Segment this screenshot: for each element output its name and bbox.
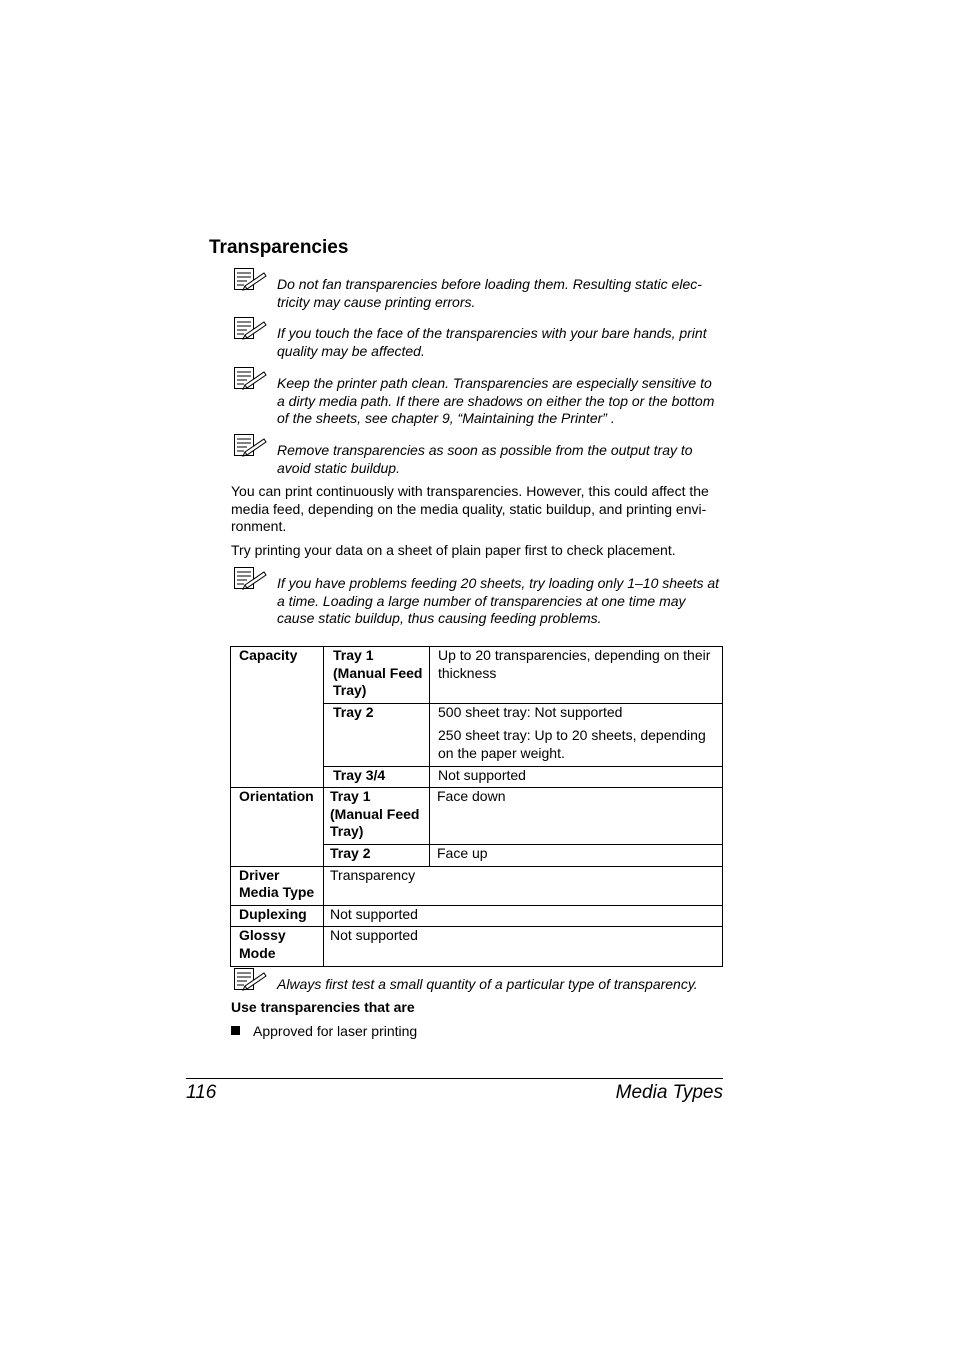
table-cell: Not supported [324,905,723,927]
cell-text: 500 sheet tray: Not supported [438,703,623,720]
transparency-spec-table [230,646,723,967]
body-paragraph: Try printing your data on a sheet of plain paper first to check placement. [231,542,676,558]
note-pencil-icon [233,433,267,457]
table-row [231,905,723,927]
body-paragraph: You can print continuously with transparencies. However, this could affect the media feed, depending on the media quality, static buildup, and printing envi-ronment. [231,483,709,535]
note-pencil-icon [233,316,267,340]
row-label-orientation: Orientation [231,788,324,866]
note-pencil-icon [233,366,267,390]
tray-label: Tray 2 [324,844,430,866]
table-cell: Face down [430,788,723,845]
use-list-heading: Use transparencies that are [231,999,415,1015]
page-number: 116 [186,1082,217,1103]
row-label-glossy-mode: Glossy Mode [231,927,324,966]
table-cell [430,703,723,766]
row-label-duplexing: Duplexing [231,905,324,927]
note-text: Do not fan transparencies before loading them. Resulting static elec-tricity may cause printing errors. [277,276,702,310]
note-text: Always first test a small quantity of a particular type of transparency. [277,976,698,992]
footer-divider [186,1078,723,1079]
table-cell: Up to 20 transparencies, depending on their thickness [430,647,723,704]
note-text: Remove transparencies as soon as possible from the output tray to avoid static buildup. [277,442,693,476]
table-row [231,866,723,905]
list-item-text: Approved for laser printing [253,1023,418,1039]
note-pencil-icon [233,267,267,291]
note-text: If you touch the face of the transparencies with your bare hands, print quality may be affected. [277,325,707,359]
tray-label: Tray 3/4 [324,766,430,788]
note-pencil-icon [233,566,267,590]
table-cell: Face up [430,844,723,866]
table-row [231,788,723,845]
chapter-title: Media Types [615,1082,723,1103]
table-row [231,647,723,704]
table-cell: Not supported [430,766,723,788]
tray-label: Tray 2 [324,703,430,766]
row-label-capacity: Capacity [231,647,324,788]
bullet-square-icon [231,1026,240,1035]
table-row [231,927,723,966]
tray-label: Tray 1 (Manual Feed Tray) [324,647,430,704]
tray-label: Tray 1 (Manual Feed Tray) [324,788,430,845]
section-title: Transparencies [209,237,349,258]
list-item [231,1023,417,1039]
row-label-driver-media-type: Driver Media Type [231,866,324,905]
note-text: If you have problems feeding 20 sheets, try loading only 1–10 sheets at a time. Loading a large number of transparencies at one time may cause static buildup, thus causing feeding problems. [277,575,720,627]
table-cell: Transparency [324,866,723,905]
note-pencil-icon [233,967,267,991]
note-text: Keep the printer path clean. Transparencies are especially sensitive to a dirty media path. If there are shadows on either the top or the bottom of the sheets, see chapter 9, “Maintaining the Printer” . [277,375,715,427]
table-cell: Not supported [324,927,723,966]
cell-text: 250 sheet tray: Up to 20 sheets, depending on the paper weight. [438,727,706,761]
